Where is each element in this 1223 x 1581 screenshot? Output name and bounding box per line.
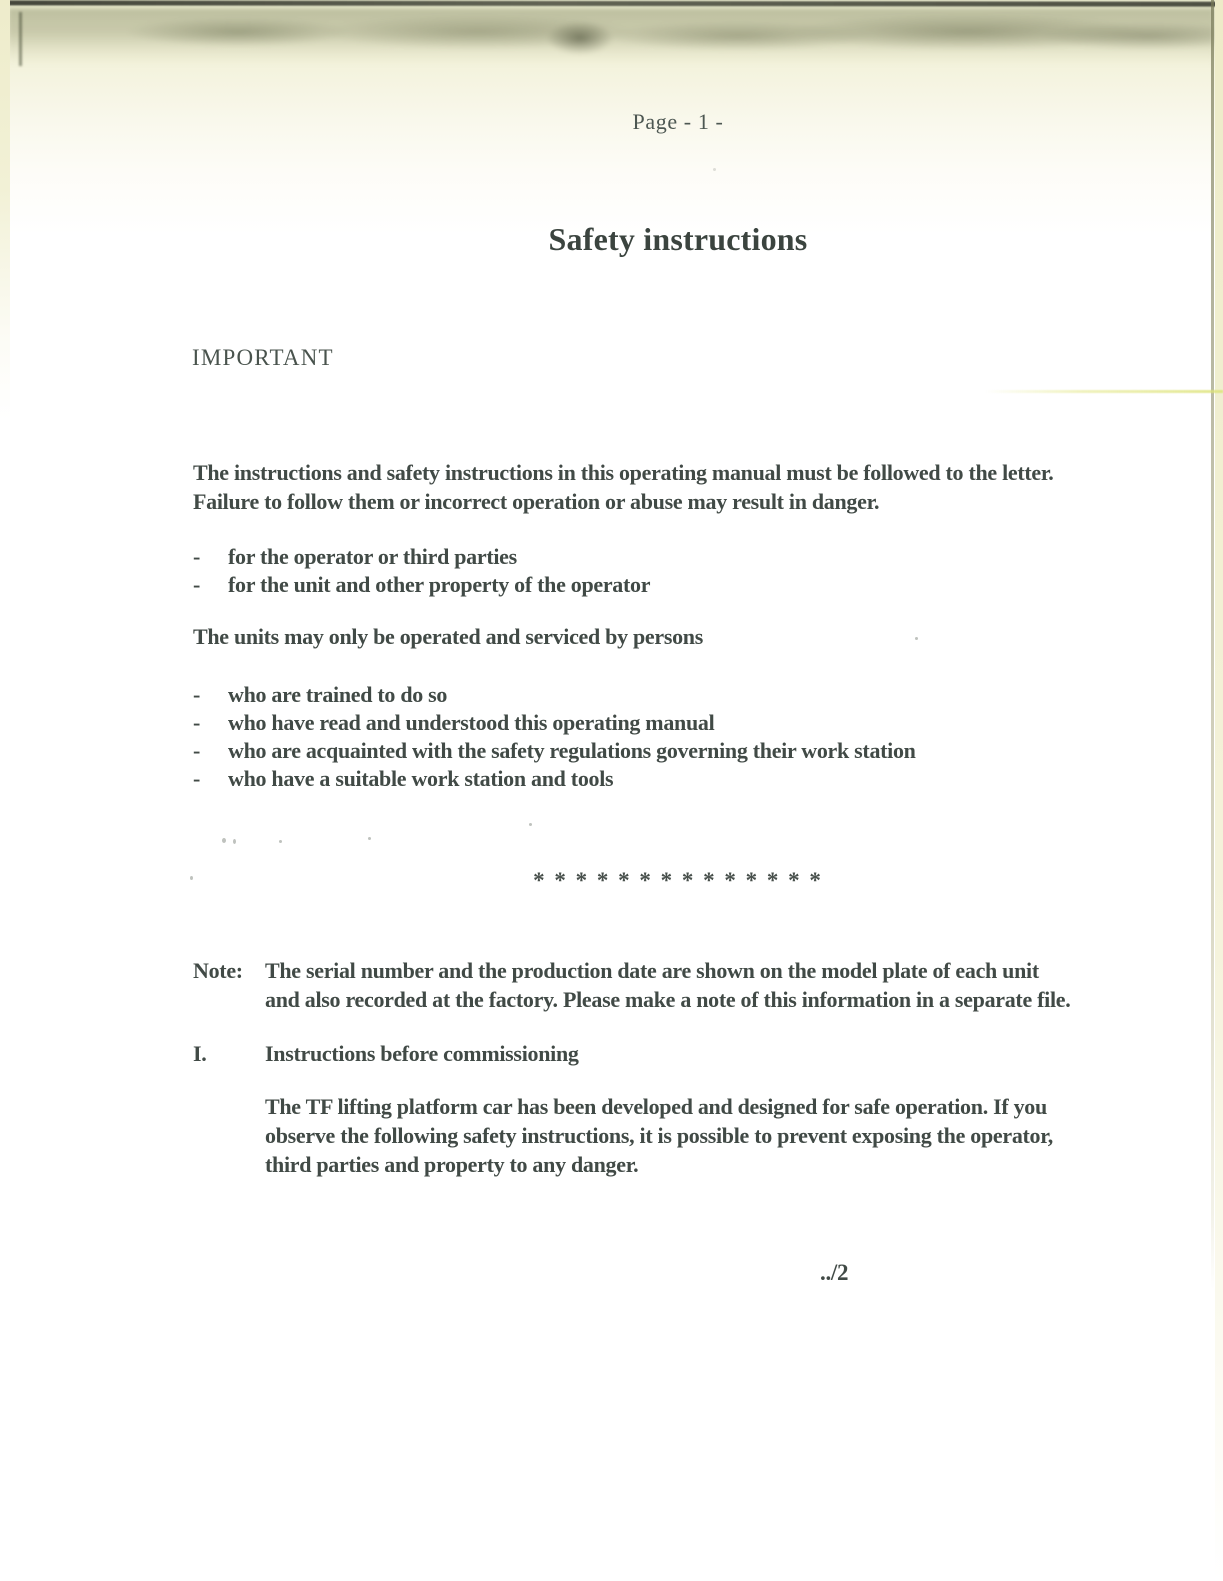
scan-speck xyxy=(279,840,282,843)
list-item-text: for the unit and other property of the operator xyxy=(228,572,651,597)
operator-requirements-list xyxy=(193,681,916,793)
page-number: Page - 1 - xyxy=(632,109,724,134)
list-dash: - xyxy=(193,766,201,791)
list-dash: - xyxy=(193,572,201,597)
section-paragraph xyxy=(265,1092,1170,1179)
list-dash: - xyxy=(193,682,201,707)
list-dash: - xyxy=(193,544,201,569)
list-item xyxy=(193,543,650,571)
scan-speck xyxy=(915,637,918,640)
scan-speck xyxy=(368,837,371,840)
scan-yellow-streak xyxy=(985,390,1223,393)
intro-line: Failure to follow them or incorrect operation or abuse may result in danger. xyxy=(193,489,880,514)
list-item xyxy=(193,681,916,709)
list-item-text: who are trained to do so xyxy=(228,682,448,707)
scan-left-tint-strip xyxy=(0,0,10,420)
section-body-line: observe the following safety instructions, it is possible to prevent exposing the operator, xyxy=(265,1123,1053,1148)
note-block xyxy=(193,956,1070,1014)
scan-speck xyxy=(233,839,236,844)
list-dash: - xyxy=(193,710,201,735)
section-heading-row xyxy=(193,1039,579,1068)
scan-edge-band xyxy=(8,8,1214,68)
page-right-edge-line xyxy=(1211,0,1214,1290)
section-heading: Instructions before commissioning xyxy=(265,1041,579,1066)
document-title: Safety instructions xyxy=(548,221,808,257)
list-item-text: who have a suitable work station and tools xyxy=(228,766,614,791)
list-item-text: who have read and understood this operating manual xyxy=(228,710,715,735)
danger-list xyxy=(193,543,650,599)
list-item-text: who are acquainted with the safety regulations governing their work station xyxy=(228,738,916,763)
intro-paragraph xyxy=(193,458,1193,516)
intro-line: The instructions and safety instructions in this operating manual must be followed to the letter. xyxy=(193,460,1054,485)
scan-speck xyxy=(529,823,532,826)
note-text xyxy=(265,956,1070,1014)
list-item xyxy=(193,709,916,737)
list-item xyxy=(193,571,650,599)
section-body-line: The TF lifting platform car has been developed and designed for safe operation. If you xyxy=(265,1094,1047,1119)
scan-speck xyxy=(713,168,716,171)
list-item xyxy=(193,765,916,793)
note-line: and also recorded at the factory. Please make a note of this information in a separate file. xyxy=(265,987,1071,1012)
scan-speck xyxy=(222,838,226,843)
note-label: Note: xyxy=(193,958,243,983)
separator-asterisks: * * * * * * * * * * * * * * xyxy=(533,868,823,893)
section-body-line: third parties and property to any danger. xyxy=(265,1152,639,1177)
continuation-mark: ../2 xyxy=(820,1260,849,1285)
note-line: The serial number and the production date are shown on the model plate of each unit xyxy=(265,958,1039,983)
section-number: I. xyxy=(193,1041,207,1066)
list-item xyxy=(193,737,916,765)
scan-left-mark xyxy=(19,12,22,66)
important-heading: IMPORTANT xyxy=(192,345,334,370)
list-dash: - xyxy=(193,738,201,763)
page-right-tint-strip xyxy=(1215,0,1223,1581)
list-item-text: for the operator or third parties xyxy=(228,544,517,569)
operators-line: The units may only be operated and serviced by persons xyxy=(193,624,704,649)
scan-top-edge-line xyxy=(6,0,1218,6)
